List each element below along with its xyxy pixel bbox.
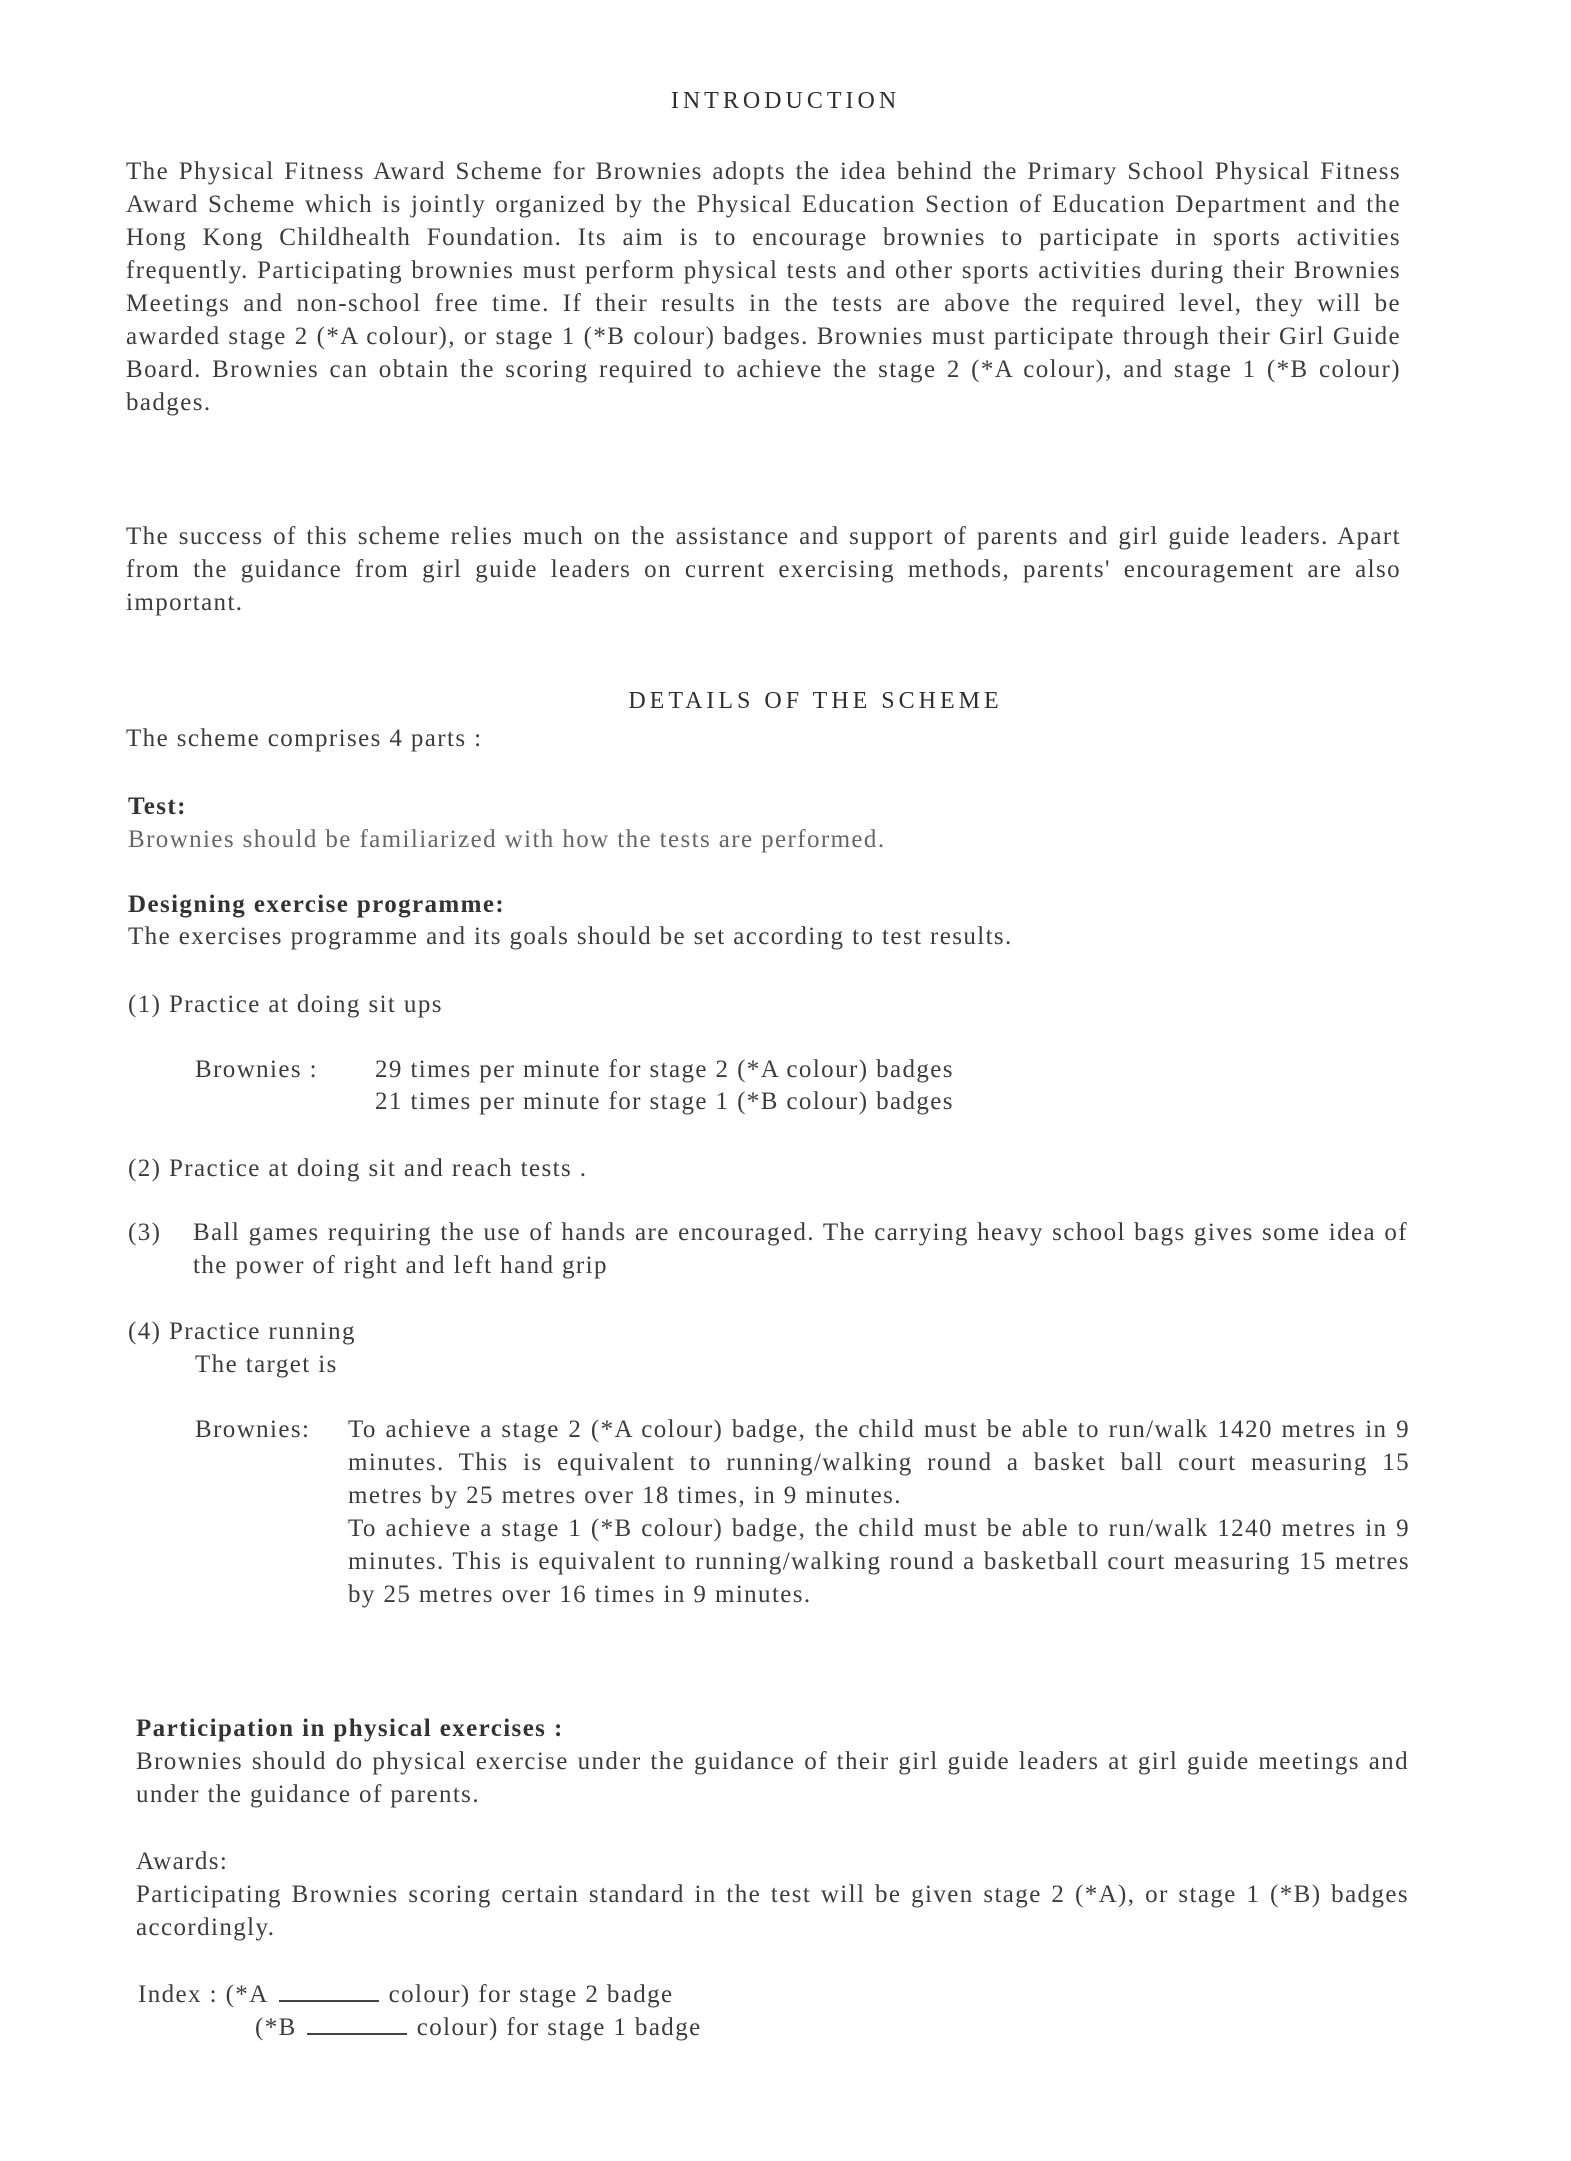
item-1-line-2: 21 times per minute for stage 1 (*B colour) badges (375, 1088, 954, 1115)
item-1-label: Brownies : (195, 1056, 319, 1083)
intro-paragraph-1: The Physical Fitness Award Scheme for Brownies adopts the idea behind the Primary School Physical Fitness Award Scheme which is jointly organized by the Physical Education Section of Education Department and the Hong Kong Childhealth Foundation. Its aim is to encourage brownies to participate in sports activities frequently. Participating brownies must perform physical tests and other sports activities during their Brownies Meetings and non-school free time. If their results in the tests are above the required level, they will be awarded stage 2 (*A colour), or stage 1 (*B colour) badges. Brownies must participate through their Girl Guide Board. Brownies can obtain the scoring required to achieve the stage 2 (*A colour), and stage 1 (*B colour) badges. (126, 158, 1401, 416)
index-b-row (255, 2011, 702, 2044)
details-heading: DETAILS OF THE SCHEME (628, 688, 1003, 714)
item-4-paragraph-2: To achieve a stage 1 (*B colour) badge, the child must be able to run/walk 1240 metres in 9 minutes. This is equivalent to running/walking round a basketball court measuring 15 metres by 25 metres over 16 times in 9 minutes. (348, 1515, 1410, 1608)
awards-text: Participating Brownies scoring certain standard in the test will be given stage 2 (*A), or stage 1 (*B) badges accordingly. (136, 1881, 1409, 1941)
item-4-subtitle: The target is (195, 1351, 338, 1378)
design-title: Designing exercise programme: (128, 891, 506, 918)
test-text: Brownies should be familiarized with how the tests are performed. (128, 826, 886, 853)
design-text: The exercises programme and its goals should be set according to test results. (128, 923, 1013, 950)
index-b-blank (307, 2033, 407, 2035)
details-intro: The scheme comprises 4 parts : (126, 725, 483, 752)
item-2-title: (2) Practice at doing sit and reach tests . (128, 1155, 588, 1182)
awards-title: Awards: (136, 1848, 229, 1875)
item-1-title: (1) Practice at doing sit ups (128, 991, 443, 1018)
test-title: Test: (128, 793, 187, 820)
intro-heading: INTRODUCTION (670, 88, 901, 114)
item-4-title: (4) Practice running (128, 1318, 356, 1345)
index-a-text: colour) for stage 2 badge (388, 1981, 674, 2008)
item-3-text: Ball games requiring the use of hands are encouraged. The carrying heavy school bags gives some idea of the power of right and left hand grip (193, 1219, 1408, 1279)
index-b-label: (*B (255, 2014, 297, 2041)
item-4-body (195, 1413, 1410, 1611)
item-1-line-1: 29 times per minute for stage 2 (*A colour) badges (375, 1056, 954, 1083)
participation-title: Participation in physical exercises : (136, 1715, 564, 1742)
index-a-label: Index : (*A (138, 1981, 269, 2008)
participation-text: Brownies should do physical exercise under the guidance of their girl guide leaders at girl guide meetings and under the guidance of parents. (136, 1748, 1409, 1808)
item-3 (128, 1216, 1408, 1282)
index-b-text: colour) for stage 1 badge (416, 2014, 702, 2041)
item-3-number: (3) (128, 1219, 162, 1246)
index-a-row (138, 1978, 674, 2011)
intro-paragraph-2: The success of this scheme relies much on the assistance and support of parents and girl guide leaders. Apart from the guidance from girl guide leaders on current exercising methods, parents' encouragement are also important. (126, 523, 1401, 616)
index-a-blank (279, 2000, 379, 2002)
item-4-label: Brownies: (195, 1416, 311, 1443)
item-4-paragraph-1: To achieve a stage 2 (*A colour) badge, the child must be able to run/walk 1420 metres in 9 minutes. This is equivalent to running/walking round a basket ball court measuring 15 metres by 25 metres over 18 times, in 9 minutes. (348, 1416, 1410, 1509)
